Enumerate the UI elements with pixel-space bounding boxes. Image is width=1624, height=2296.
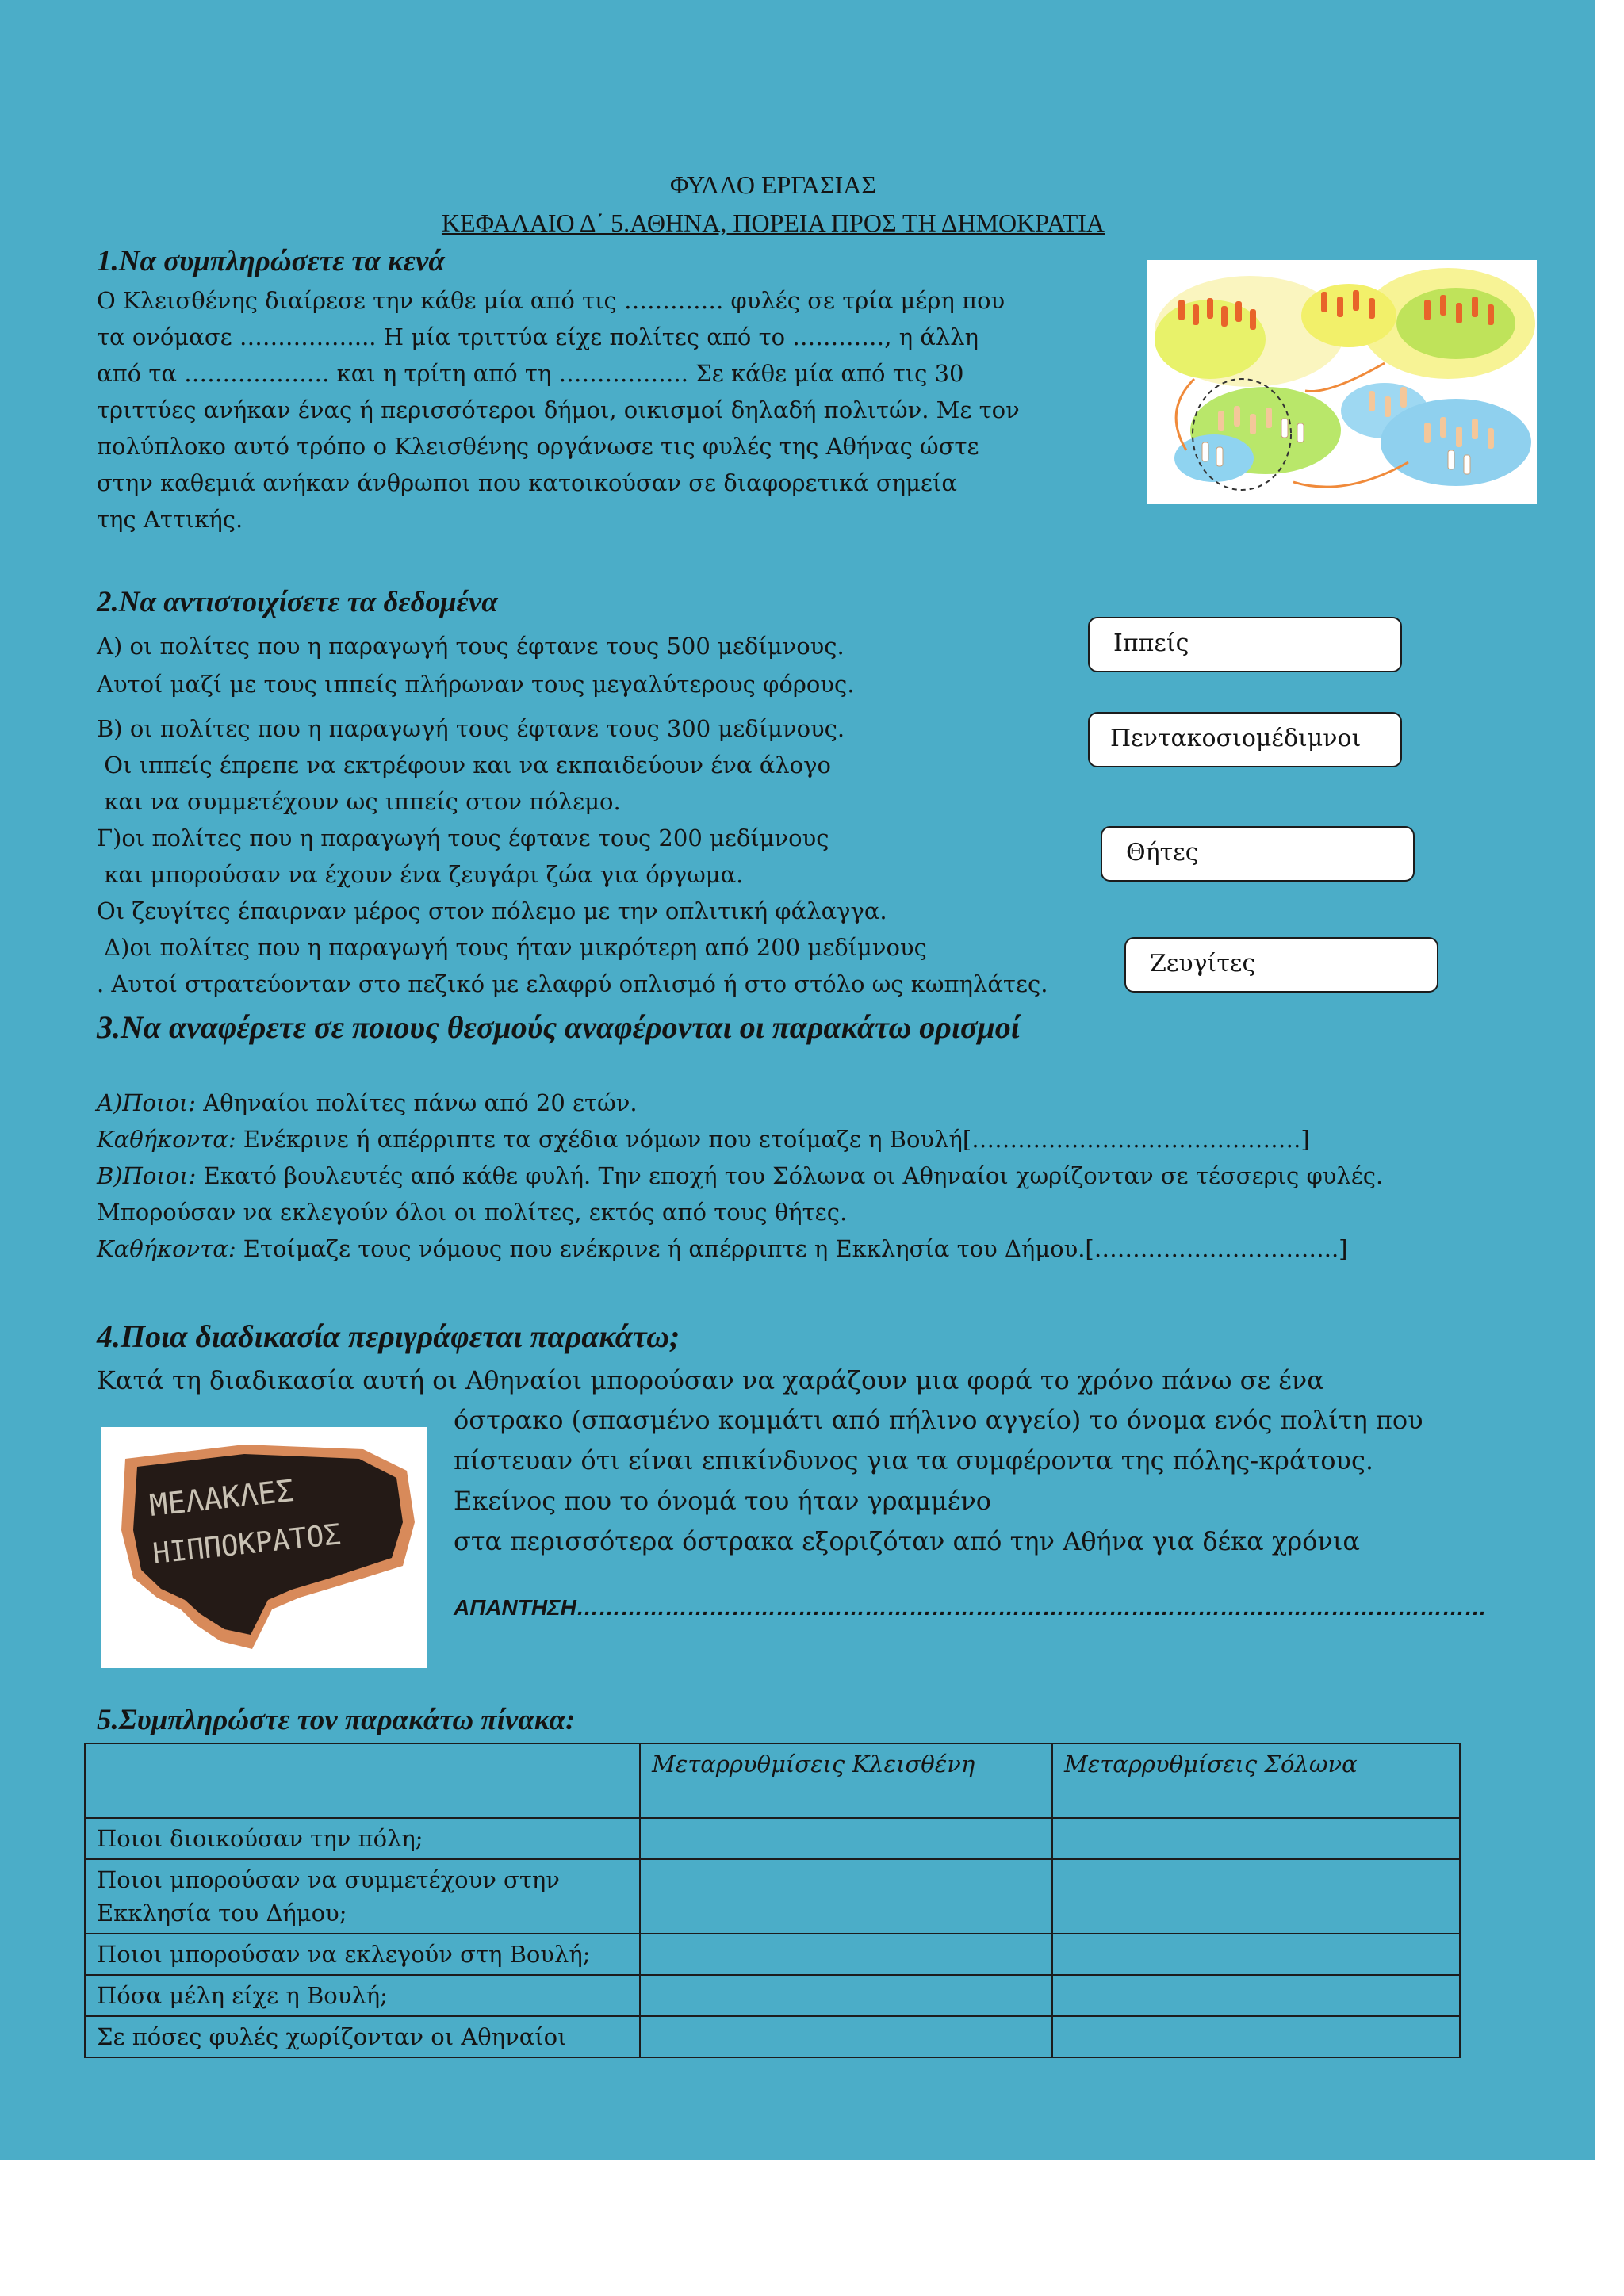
table-cell-solon[interactable]: [1052, 1975, 1460, 2016]
table-cell-solon[interactable]: [1052, 2016, 1460, 2057]
table-row: [85, 1818, 1460, 1859]
table-row: [85, 1934, 1460, 1975]
q2-line: Β) οι πολίτες που η παραγωγή τους έφτανε τους 300 μεδίμνους.: [97, 715, 845, 742]
table-row: [85, 2016, 1460, 2057]
q1-line: τριττύες ανήκαν ένας ή περισσότεροι δήμοι, οικισμοί δηλαδή πολιτών. Με τον: [97, 396, 1020, 423]
table-row-label: Ποιοι διοικούσαν την πόλη;: [85, 1818, 640, 1859]
table-cell-kleisthenis[interactable]: [640, 1818, 1052, 1859]
q3-b-duty-label: Καθήκοντα:: [97, 1235, 236, 1262]
q2-line: Δ)οι πολίτες που η παραγωγή τους ήταν μικρότερη από 200 μεδίμνους: [97, 934, 927, 961]
q4-line: πίστευαν ότι είναι επικίνδυνος για τα συμφέροντα της πόλης-κράτους.: [454, 1445, 1374, 1475]
worksheet-title: ΦΥΛΛΟ ΕΡΓΑΣΙΑΣ: [669, 170, 877, 199]
tribes-illustration-graphic: [1147, 260, 1537, 504]
ostrakon-inscription-1: ΜΕΛΑΚΛΕΣ: [147, 1473, 296, 1523]
q2-text: [97, 628, 1048, 1002]
reforms-table: [84, 1743, 1461, 2058]
chapter-subtitle: [0, 209, 1546, 238]
q4-text: [454, 1400, 1423, 1562]
table-header-cell: Μεταρρυθμίσεις Σόλωνα: [1052, 1743, 1460, 1818]
q3-b-who-label: Β)Ποιοι:: [97, 1162, 197, 1189]
q1-line: Ο Κλεισθένης διαίρεσε την κάθε μία από τις …………. φυλές σε τρία μέρη που: [97, 287, 1005, 314]
table-cell-solon[interactable]: [1052, 1818, 1460, 1859]
table-header-row: [85, 1743, 1460, 1818]
ostrakon-image: [102, 1427, 427, 1668]
match-box-ippeis[interactable]: Ιππείς: [1088, 617, 1402, 672]
match-box-zeugites[interactable]: Ζευγίτες: [1124, 937, 1438, 993]
q1-line: από τα ………………. και η τρίτη από τη …………….. Σε κάθε μία από τις 30: [97, 360, 964, 387]
q2-line: και να συμμετέχουν ως ιππείς στον πόλεμο.: [97, 788, 621, 815]
match-box-pentakosiomedimnoi[interactable]: Πεντακοσιομέδιμνοι: [1088, 712, 1402, 767]
table-cell-solon[interactable]: [1052, 1859, 1460, 1934]
q4-answer-line[interactable]: ΑΠΑΝΤΗΣΗ……………………………………………………………………………………………………………: [454, 1595, 1487, 1620]
q4-line: Εκείνος που το όνομά του ήταν γραμμένο: [454, 1486, 992, 1516]
table-cell-kleisthenis[interactable]: [640, 1975, 1052, 2016]
q2-line: Οι ζευγίτες έπαιρναν μέρος στον πόλεμο με την οπλιτική φάλαγγα.: [97, 897, 887, 924]
q2-line: Αυτοί μαζί με τους ιππείς πλήρωναν τους μεγαλύτερους φόρους.: [97, 671, 855, 698]
table-header-cell: Μεταρρυθμίσεις Κλεισθένη: [640, 1743, 1052, 1818]
q2-line: . Αυτοί στρατεύονταν στο πεζικό με ελαφρύ οπλισμό ή στο στόλο ως κωπηλάτες.: [97, 970, 1048, 997]
q4-line: όστρακο (σπασμένο κομμάτι από πήλινο αγγείο) το όνομα ενός πολίτη που: [454, 1405, 1423, 1435]
q3-line-a-who: [97, 1085, 1383, 1121]
q1-line: της Αττικής.: [97, 506, 243, 533]
q3-text: [97, 1085, 1383, 1267]
q5-heading: 5.Συμπληρώστε τον παρακάτω πίνακα:: [97, 1704, 576, 1736]
table-cell-kleisthenis[interactable]: [640, 1859, 1052, 1934]
q1-line: τα ονόμασε ……………... Η μία τριττύα είχε πολίτες από το …………, η άλλη: [97, 323, 979, 350]
q4-heading: 4.Ποια διαδικασία περιγράφεται παρακάτω;: [97, 1318, 680, 1354]
q3-b-duty-text: Ετοίμαζε τους νόμους που ενέκρινε ή απέρριπτε η Εκκλησία του Δήμου.[…………………………..]: [236, 1235, 1348, 1262]
ostrakon-inscription-2: ΗΙΠΠΟΚΡΑΤΟΣ: [151, 1518, 343, 1571]
table-row-label: Σε πόσες φυλές χωρίζονταν οι Αθηναίοι: [85, 2016, 640, 2057]
q3-heading: 3.Να αναφέρετε σε ποιους θεσμούς αναφέρονται οι παρακάτω ορισμοί: [97, 1009, 1020, 1045]
q3-a-who-text: Αθηναίοι πολίτες πάνω από 20 ετών.: [195, 1089, 638, 1116]
table-row: [85, 1859, 1460, 1934]
ostrakon-graphic: [102, 1427, 427, 1668]
table-row: [85, 1975, 1460, 2016]
table-cell-solon[interactable]: [1052, 1934, 1460, 1975]
tribes-illustration: [1147, 260, 1537, 504]
table-cell-kleisthenis[interactable]: [640, 1934, 1052, 1975]
q1-line: στην καθεμιά ανήκαν άνθρωποι που κατοικούσαν σε διαφορετικά σημεία: [97, 469, 957, 496]
q2-line: Α) οι πολίτες που η παραγωγή τους έφτανε τους 500 μεδίμνους.: [97, 633, 845, 660]
table-row-label: Ποιοι μπορούσαν να συμμετέχουν στην Εκκλησία του Δήμου;: [85, 1859, 640, 1934]
q3-a-who-label: Α)Ποιοι:: [97, 1089, 196, 1116]
q3-a-duty-label: Καθήκοντα:: [97, 1126, 236, 1153]
q2-line: και μπορούσαν να έχουν ένα ζευγάρι ζώα για όργωμα.: [97, 861, 744, 888]
q4-line-1: Κατά τη διαδικασία αυτή οι Αθηναίοι μπορούσαν να χαράζουν μια φορά το χρόνο πάνω σε ένα: [97, 1365, 1324, 1395]
chapter-subtitle-text: ΚΕΦΑΛΑΙΟ Δ΄ 5.ΑΘΗΝΑ, ΠΟΡΕΙΑ ΠΡΟΣ ΤΗ ΔΗΜΟΚΡΑΤΙΑ: [441, 209, 1105, 237]
q3-line-a-duty: [97, 1121, 1383, 1158]
q1-text: [97, 282, 1020, 538]
q3-line-b-who: [97, 1158, 1383, 1194]
q3-line-b-duty: [97, 1230, 1383, 1267]
q3-line-b-2: Μπορούσαν να εκλεγούν όλοι οι πολίτες, εκτός από τους θήτες.: [97, 1199, 848, 1226]
q3-a-duty-text: Ενέκρινε ή απέρριπτε τα σχέδια νόμων που ετοίμαζε η Βουλή[…………………………………….]: [236, 1126, 1310, 1153]
match-box-thites[interactable]: Θήτες: [1101, 826, 1415, 882]
q2-line: Γ)οι πολίτες που η παραγωγή τους έφτανε τους 200 μεδίμνους: [97, 825, 829, 851]
table-row-label: Ποιοι μπορούσαν να εκλεγούν στη Βουλή;: [85, 1934, 640, 1975]
q1-line: πολύπλοκο αυτό τρόπο ο Κλεισθένης οργάνωσε τις φυλές της Αθήνας ώστε: [97, 433, 979, 460]
q2-line: Οι ιππείς έπρεπε να εκτρέφουν και να εκπαιδεύουν ένα άλογο: [97, 752, 831, 779]
table-cell-kleisthenis[interactable]: [640, 2016, 1052, 2057]
q4-line: στα περισσότερα όστρακα εξοριζόταν από την Αθήνα για δέκα χρόνια: [454, 1526, 1361, 1556]
q1-heading: 1.Να συμπληρώσετε τα κενά: [97, 245, 445, 277]
table-row-label: Πόσα μέλη είχε η Βουλή;: [85, 1975, 640, 2016]
table-header-cell: [85, 1743, 640, 1818]
q3-b-who-text: Εκατό βουλευτές από κάθε φυλή. Την εποχή του Σόλωνα οι Αθηναίοι χωρίζονταν σε τέσσερις φυλές.: [196, 1162, 1384, 1189]
q2-heading: 2.Να αντιστοιχίσετε τα δεδομένα: [97, 586, 498, 618]
